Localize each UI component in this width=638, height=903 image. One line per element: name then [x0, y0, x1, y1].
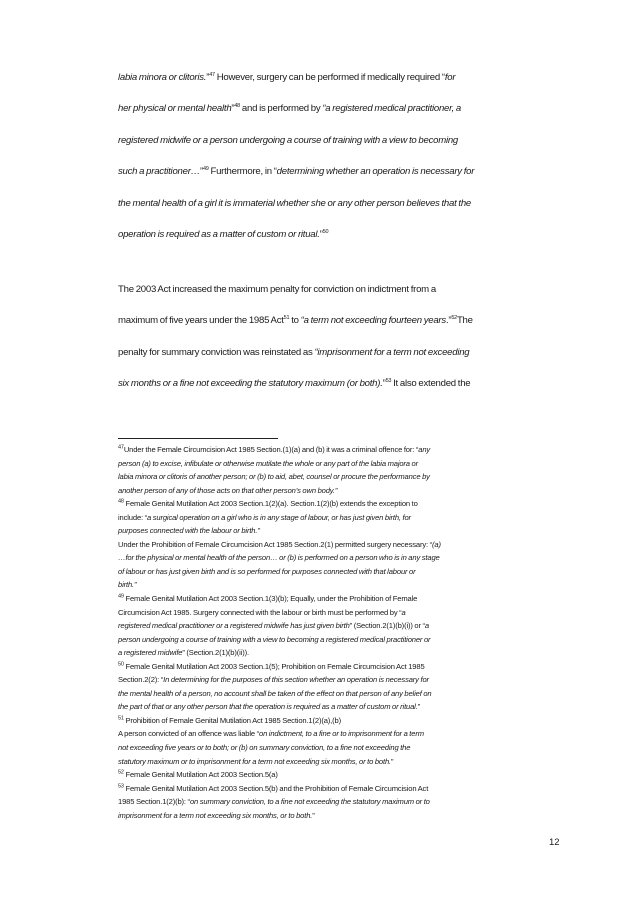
text-line — [118, 156, 570, 187]
italic-text: her physical or mental health — [118, 103, 232, 115]
text-run: ” — [382, 378, 386, 390]
footnote-line — [118, 755, 570, 769]
text-run: Female Genital Mutilation Act 2003 Section.5(a) — [123, 770, 278, 780]
footnote-line — [118, 633, 570, 647]
text-run: ” — [417, 702, 421, 712]
footnote-line — [118, 457, 570, 471]
footnote-line — [118, 511, 570, 525]
footnote-line — [118, 578, 570, 592]
text-run: ” — [206, 72, 210, 83]
footnote-number: 48 — [118, 498, 124, 505]
text-run: include: “ — [118, 512, 148, 522]
italic-text: another person of any of those acts on that other person’s own body.” — [118, 485, 338, 495]
italic-text: a surgical operation on a girl who is in any stage of labour, or has just given birth, for — [147, 512, 411, 522]
footnote-reference: 53 — [385, 378, 392, 385]
footnote-number: 49 — [118, 593, 124, 600]
italic-text: operation is required as a matter of custom or ritual. — [118, 229, 320, 241]
text-line — [118, 93, 570, 124]
footnote-line — [118, 687, 570, 701]
text-line — [118, 337, 570, 368]
text-run: Under the Prohibition of Female Circumcision Act 1985 Section.2(1) permitted surgery necessary: “ — [118, 539, 433, 549]
footnote-line — [118, 700, 570, 714]
text-run: ” (Section.2(1)(b)(i)) or “ — [349, 621, 425, 631]
italic-text: “a registered medical practitioner, a — [322, 103, 461, 115]
italic-text: person undergoing a course of training with a view to becoming a registered medical practitioner or — [118, 634, 431, 644]
italic-text: any — [418, 445, 431, 454]
text-run: The — [456, 315, 473, 327]
footnote-reference: 49 — [202, 166, 209, 173]
text-run: ” (Section.2(1)(b)(ii)). — [182, 648, 249, 658]
text-line — [118, 368, 570, 399]
text-run: ” — [199, 166, 203, 178]
text-run: maximum of five years under the 1985 Act — [118, 315, 284, 327]
text-line — [118, 188, 570, 219]
text-run: ” — [319, 229, 323, 241]
text-run: .” — [445, 315, 452, 327]
text-run: Furthermore, in “ — [208, 166, 277, 178]
italic-text: the part of that or any other person that the operation is required as a matter of custom or ritual. — [118, 702, 418, 712]
text-run: Section.2(2): “ — [118, 675, 164, 685]
footnote-line — [118, 741, 570, 755]
text-run: It also extended the — [391, 378, 471, 390]
italic-text: (a) — [432, 539, 441, 549]
footnote-line — [118, 592, 570, 606]
text-run: A person convicted of an offence was liable “ — [118, 729, 259, 739]
text-run: Circumcision Act 1985. Surgery connected with the labour or birth must be performed by “ — [118, 607, 402, 617]
italic-text: the mental health of a person, no account shall be taken of the effect on that person of any belief on — [118, 688, 432, 698]
footnote-reference: 51 — [283, 315, 290, 322]
text-run: Female Genital Mutilation Act 2003 Section.1(3)(b); Equally, under the Prohibition of Female — [123, 594, 418, 604]
footnote-line — [118, 660, 570, 674]
italic-text: on indictment, to a fine or to imprisonment for a term — [259, 729, 424, 739]
footnote-line — [118, 524, 570, 538]
footnote-number: 53 — [118, 783, 124, 790]
footnote-line — [118, 606, 570, 620]
italic-text: statutory maximum or to imprisonment for a term not exceeding six months, or to both. — [118, 756, 391, 766]
italic-text: person (a) to excise, infibulate or otherwise mutilate the whole or any part of the labia majora or — [118, 458, 418, 468]
footnote-line — [118, 646, 570, 660]
text-run: Prohibition of Female Genital Mutilation Act 1985 Section.1(2)(a),(b) — [123, 715, 341, 725]
footnote-line — [118, 727, 570, 741]
text-run: ” — [231, 103, 235, 115]
italic-text: registered midwife or a person undergoing a course of training with a view to becoming — [118, 134, 458, 146]
text-run: Female Genital Mutilation Act 2003 Section.5(b) and the Prohibition of Female Circumcision Act — [123, 783, 429, 793]
italic-text: for — [444, 72, 456, 83]
italic-text: the mental health of a girl it is immaterial whether she or any other person believes that the — [118, 197, 472, 209]
text-run: The 2003 Act increased the maximum penalty for conviction on indictment from a — [118, 284, 436, 295]
italic-text: birth.” — [118, 580, 137, 590]
italic-text: on summary conviction, to a fine not exceeding the statutory maximum or to — [189, 797, 430, 807]
footnote-reference: 50 — [322, 228, 329, 235]
italic-text: “imprisonment for a term not exceeding — [314, 346, 470, 358]
italic-text: such a practitioner… — [118, 166, 200, 178]
footnote-line — [118, 795, 570, 809]
italic-text: labia minora or clitoris of another person; or (b) to aid, abet, counsel or procure the performance by — [118, 472, 430, 482]
text-run: ” — [312, 810, 315, 820]
footnote-line — [118, 809, 570, 823]
text-line — [118, 274, 570, 305]
text-line — [118, 305, 570, 336]
text-line — [118, 125, 570, 156]
italic-text: six months or a fine not exceeding the statutory maximum (or both). — [118, 378, 383, 390]
footnote-reference: 52 — [451, 315, 457, 322]
italic-text: …for the physical or mental health of the person… or (b) is performed on a person who is in any stage — [118, 553, 440, 563]
text-run: penalty for summary conviction was reinstated as — [118, 346, 315, 358]
text-run: However, surgery can be performed if medically required “ — [214, 72, 445, 83]
footnote-line — [118, 551, 570, 565]
italic-text: of labour or has just given birth and is so performed for purposes connected with that labour or — [118, 566, 416, 576]
text-line — [118, 62, 570, 93]
text-run: ” — [391, 756, 394, 766]
text-run: and is performed by — [239, 103, 323, 115]
italic-text: a — [401, 607, 406, 617]
footnote-reference: 47 — [209, 71, 215, 78]
footnote-number: 47 — [118, 444, 124, 451]
text-run: 1985 Section.1(2)(b): “ — [118, 797, 190, 807]
footnote-number: 50 — [118, 661, 124, 668]
italic-text: purposes connected with the labour or birth.” — [118, 526, 260, 536]
text-line — [118, 219, 570, 250]
italic-text: labia minora or clitoris. — [118, 72, 207, 83]
footnote-line — [118, 538, 570, 552]
footnote-number: 52 — [118, 769, 124, 776]
footnote-line — [118, 768, 570, 782]
text-run: Under the Female Circumcision Act 1985 Section.(1)(a) and (b) it was a criminal offence for: “ — [123, 445, 419, 454]
footnote-separator — [118, 438, 278, 439]
italic-text: In determining for the purposes of this section whether an operation is necessary for — [163, 675, 429, 685]
footnote-line — [118, 714, 570, 728]
footnote-line — [118, 565, 570, 579]
text-run: Female Genital Mutilation Act 2003 Section.1(2)(a). Section.1(2)(b) extends the exception to — [123, 499, 418, 509]
italic-text: determining whether an operation is necessary for — [276, 166, 475, 178]
italic-text: imprisonment for a term not exceeding six months, or to both. — [118, 810, 313, 820]
footnote-line — [118, 470, 570, 484]
text-run: to — [289, 315, 301, 327]
italic-text: a — [424, 621, 429, 631]
italic-text: registered medical practitioner or a registered midwife has just given birth — [118, 621, 350, 631]
italic-text: a registered midwife — [118, 648, 183, 658]
footnote-number: 51 — [118, 715, 124, 722]
footnote-line — [118, 782, 570, 796]
footnote-line — [118, 443, 570, 457]
footnote-line — [118, 673, 570, 687]
footnote-line — [118, 619, 570, 633]
text-run: Female Genital Mutilation Act 2003 Section.1(5); Prohibition on Female Circumcision Act 1985 — [123, 661, 425, 671]
footnotes — [118, 443, 570, 822]
italic-text: “a term not exceeding fourteen years — [300, 315, 446, 327]
page-number: 12 — [549, 837, 560, 848]
body-paragraph-2 — [118, 274, 570, 400]
body-paragraph-1 — [118, 62, 570, 250]
footnote-reference: 48 — [234, 103, 240, 110]
footnote-line — [118, 484, 570, 498]
footnote-line — [118, 497, 570, 511]
italic-text: not exceeding five years or to both; or (b) on summary conviction, to a fine not exceeding the — [118, 743, 411, 753]
